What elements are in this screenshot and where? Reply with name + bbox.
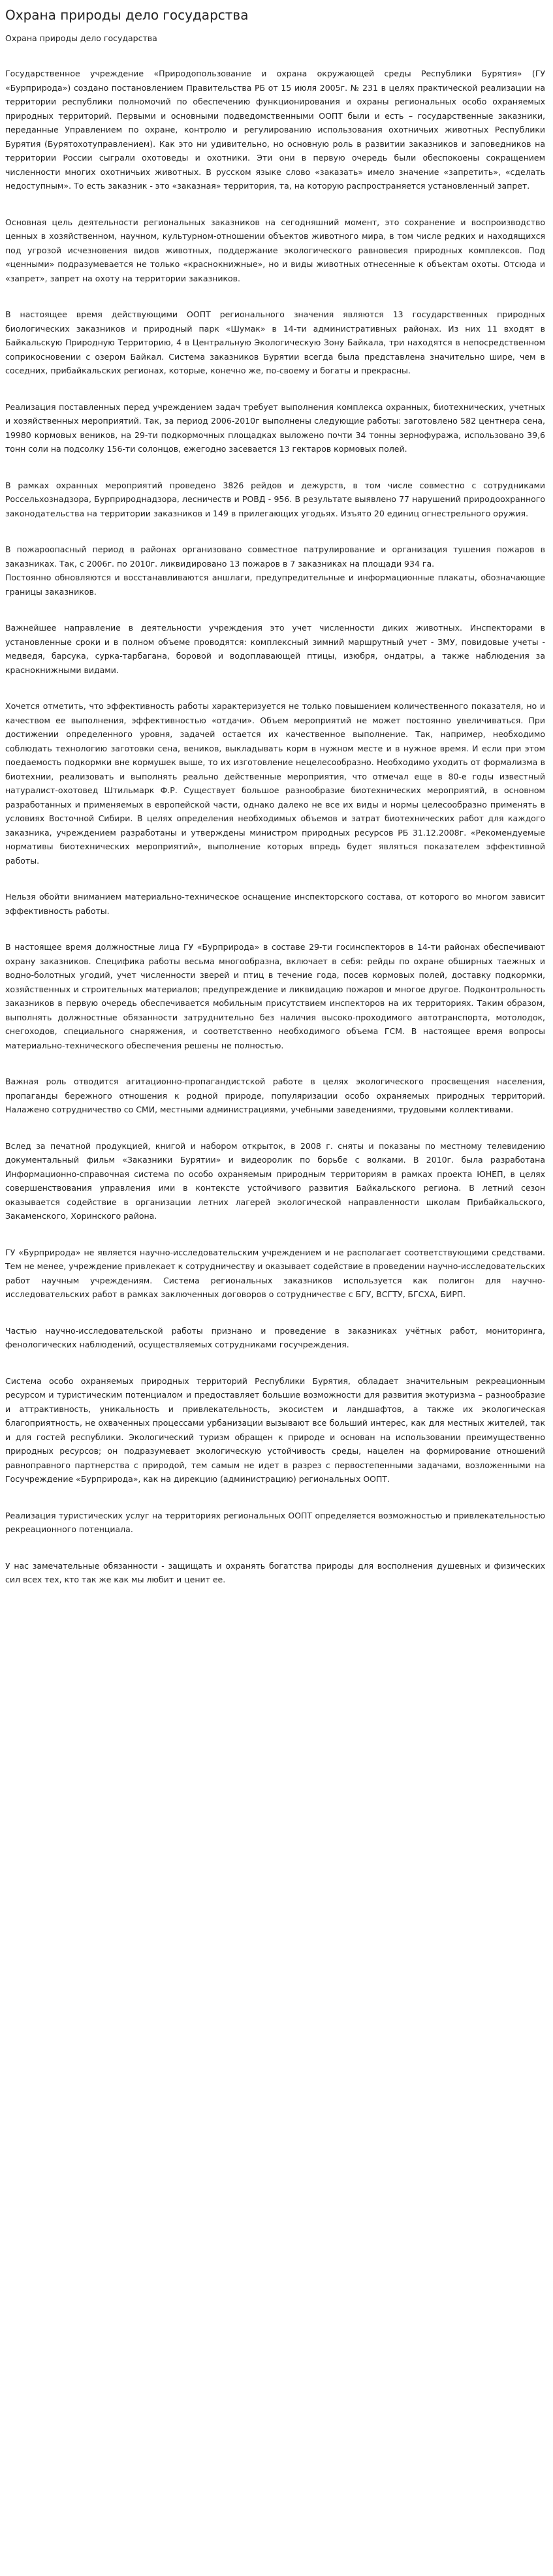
paragraph-measures: Реализация поставленных перед учреждением задач требует выполнения комплекса охранных, биотехнических, учетных и хозяйственных мероприятий. Так, за период 2006-2010г выполнены следующие работы: заготовлено 582 центнера сена, 19980 кормовых веников, на 29-ти подкормочных площадках выложено почти 34 тонны зернофуража, использовано 39,6 тонн соли на подсолку 156-ти солонцов, ежегодно засевается 13 гектаров кормовых полей. bbox=[5, 401, 545, 454]
paragraph-efficiency: Хочется отметить, что эффективность работы характеризуется не только повышением количественного показателя, но и качеством ее выполнения, эффективностью «отдачи». Объем мероприятий не может постоянно увеличиваться. При достижении определенного уровня, задачей остается их качественное выполнение. Так, например, необходимо соблюдать технологию заготовки сена, веников, выкладывать корм в нужном месте и в нужное время. И если при этом поедаемость подкормки вне кормушек выше, то их изготовление нецелесообразно. Необходимо уходить от формализма в биотехнии, реализовать и выполнять реально действенные мероприятия, что отмечал еще в 80-е годы известный натуралист-охотовед Штильмарк Ф.Р. Существует большое разнообразие биотехнических мероприятий, в основном разработанных и применяемых в европейской части, однако далеко не все их виды и нормы целесообразно применять в условиях Восточной Сибири. В целях определения необходимых объемов и затрат биотехнических работ для каждого заказника, учреждением разработаны и утверждены министром природных ресурсов РБ 31.12.2008г. «Рекомендуемые нормативы биотехнических мероприятий», выполнение которых впредь будет являться показателем эффективной работы. bbox=[5, 701, 545, 866]
paragraph-equipment: Нельзя обойти вниманием материально-техническое оснащение инспекторского состава, от которого во многом зависит эффективность работы. bbox=[5, 892, 545, 916]
paragraph-inspectors: В настоящее время должностные лица ГУ «Бурприрода» в составе 29-ти госинспекторов в 14-ти районах обеспечивают охрану заказников. Специфика работы весьма многообразна, включает в себя: рейды по охране обширных таежных и водно-болотных угодий, учет численности зверей и птиц в течение года, посев кормовых полей, доставку подкормки, хозяйственных и строительных материалов; предупреждение и ликвидацию пожаров и многое другое. Подконтрольность заказников в первую очередь обеспечивается мобильным присутствием инспекторов на их территориях. Таким образом, выполнять должностные обязанности затруднительно без наличия высоко-проходимого автотранспорта, мотолодок, снегоходов, специального снаряжения, и соответственно необходимого объема ГСМ. В настоящее время вопросы материально-технического обеспечения решены не полностью. bbox=[5, 942, 545, 1050]
paragraph-media: Вслед за печатной продукцией, книгой и набором открыток, в 2008 г. сняты и показаны по местному телевидению документальный фильм «Заказники Бурятии» и видеоролик по борьбе с волками. В 2010г. была разработана Информационно-справочная система по особо охраняемым природным территориям в рамках проекта ЮНЕП, в целях совершенствования управления ими в контексте устойчивого развития Байкальского региона. В летний сезон оказывается содействие в организации летних лагерей экологической направленности школам Прибайкальского, Закаменского, Хоринского района. bbox=[5, 1140, 545, 1221]
paragraph-outreach: Важная роль отводится агитационно-пропагандистской работе в целях экологического просвещения населения, пропаганды бережного отношения к родной природе, популяризации особо охраняемых природных территорий. Налажено сотрудничество со СМИ, местными администрациями, учебными заведениями, трудовыми коллективами. bbox=[5, 1076, 545, 1114]
article-subtitle: Охрана природы дело государства bbox=[5, 33, 157, 43]
paragraph-reserves: В настоящее время действующими ООПТ регионального значения являются 13 государственных природных биологических заказников и природный парк «Шумак» в 14-ти административных районах. Из них 11 входят в Байкальскую Природную Территорию, 4 в Центральную Экологическую Зону Байкала, три находятся в непосредственном соприкосновении с озером Байкал. Система заказников Бурятии всегда была представлена значительно шире, чем в соседних, прибайкальских регионах, которые, конечно же, по-своему и богаты и прекрасны. bbox=[5, 309, 545, 375]
paragraph-monitoring: Частью научно-исследовательской работы признано и проведение в заказниках учётных работ, мониторинга, фенологических наблюдений, осуществляемых сотрудниками госучреждения. bbox=[5, 1325, 545, 1349]
paragraph-census: Важнейшее направление в деятельности учреждения это учет численности диких животных. Инспекторами в установленные сроки и в полном объеме проводятся: комплексный зимний маршрутный учет - ЗМУ, повидовые учеты - медведя, барсука, сурка-тарбагана, боровой и водоплавающей птицы, изюбря, ондатры, а также наблюдения за краснокнижными видами. bbox=[5, 623, 545, 675]
paragraph-raids: В рамках охранных мероприятий проведено 3826 рейдов и дежурств, в том числе совместно с сотрудниками Россельхознадзора, Бурприроднадзора, лесничеств и РОВД - 956. В результате выявлено 77 нарушений природоохранного законодательства на территории заказников и 149 в прилегающих угодьях. Изъято 20 единиц огнестрельного оружия. bbox=[5, 480, 545, 518]
paragraph-intro: Государственное учреждение «Природопользование и охрана окружающей среды Республики Бурятия» (ГУ «Бурприрода») создано постановлением Правительства РБ от 15 июля 2005г. № 231 в целях практической реализации на территории республики полномочий по обеспечению функционирования и охраны региональных особо охраняемых природных территорий. Первыми и основными подведомственными ООПТ были и есть – государственные заказники, переданные Управлением по охране, контролю и регулированию использования охотничьих животных Республики Бурятия (Бурятохотуправлением). Как это ни удивительно, но основную роль в развитии заказников и заповедников на территории России сыграли охотоведы и охотники. Эти они в первую очередь были обеспокоены сокращением численности многих охотничьих животных. В русском языке слово «заказать» имело значение «запретить», «сделать недоступным». То есть заказник - это «заказная» территория, та, на которую распространяется установленный запрет. bbox=[5, 69, 545, 191]
paragraph-closing: У нас замечательные обязанности - защищать и охранять богатства природы для восполнения душевных и физических сил всех тех, кто так же как мы любит и ценит ее. bbox=[5, 1560, 545, 1584]
paragraph-science: ГУ «Бурприрода» не является научно-исследовательским учреждением и не располагает соответствующими средствами. Тем не менее, учреждение привлекает к сотрудничеству и оказывает содействие в проведении научно-исследовательских работ научным учреждениям. Система региональных заказников используется как полигон для научно-исследовательских работ в рамках заключенных договоров о сотрудничестве с БГУ, ВСГТУ, БГСХА, БИРП. bbox=[5, 1247, 545, 1299]
paragraph-ecotourism: Система особо охраняемых природных территорий Республики Бурятия, обладает значительным рекреационным ресурсом и туристическим потенциалом и предоставляет большие возможности для развития экотуризма – разнообразие и аттрактивность, уникальность и привлекательность, экосистем и ландшафтов, а также их экологическая благоприятность, не охваченных процессами урбанизации вызывают все больший интерес, как для местных жителей, так и для гостей республики. Экологический туризм обращен к природе и основан на использовании преимущественно природных ресурсов; он подразумевает экологическую устойчивость среды, нацелен на формирование отношений равноправного партнерства с природой, тем самым не идет в разрез с первостепенными задачами, возложенными на Госучреждение «Бурприрода», как на дирекцию (администрацию) региональных ООПТ. bbox=[5, 1375, 545, 1484]
paragraph-goal: Основная цель деятельности региональных заказников на сегодняшний момент, это сохранение и воспроизводство ценных в хозяйственном, научном, культурном-отношении объектов животного мира, в том числе редких и находящихся под угрозой исчезновения видов животных, поддержание экологического равновесия природных комплексов. Под «ценными» подразумевается не только «краснокнижные», но и виды животных отнесенные к объектам охоты. Отсюда и «запрет», запрет на охоту на территории заказников. bbox=[5, 217, 545, 283]
page-title: Охрана природы дело государства bbox=[5, 7, 249, 23]
paragraph-fires: В пожароопасный период в районах организовано совместное патрулирование и организация тушения пожаров в заказниках. Так, с 2006г. по 2010г. ликвидировано 13 пожаров в 7 заказниках на площади 934 га. Постоянно обновляются и восстанавливаются аншлаги, предупредительные и информационные плакаты, обозначающие границы заказников. bbox=[5, 544, 545, 597]
paragraph-tourism-services: Реализация туристических услуг на территориях региональных ООПТ определяется возможностью и привлекательностью рекреационного потенциала. bbox=[5, 1510, 545, 1534]
